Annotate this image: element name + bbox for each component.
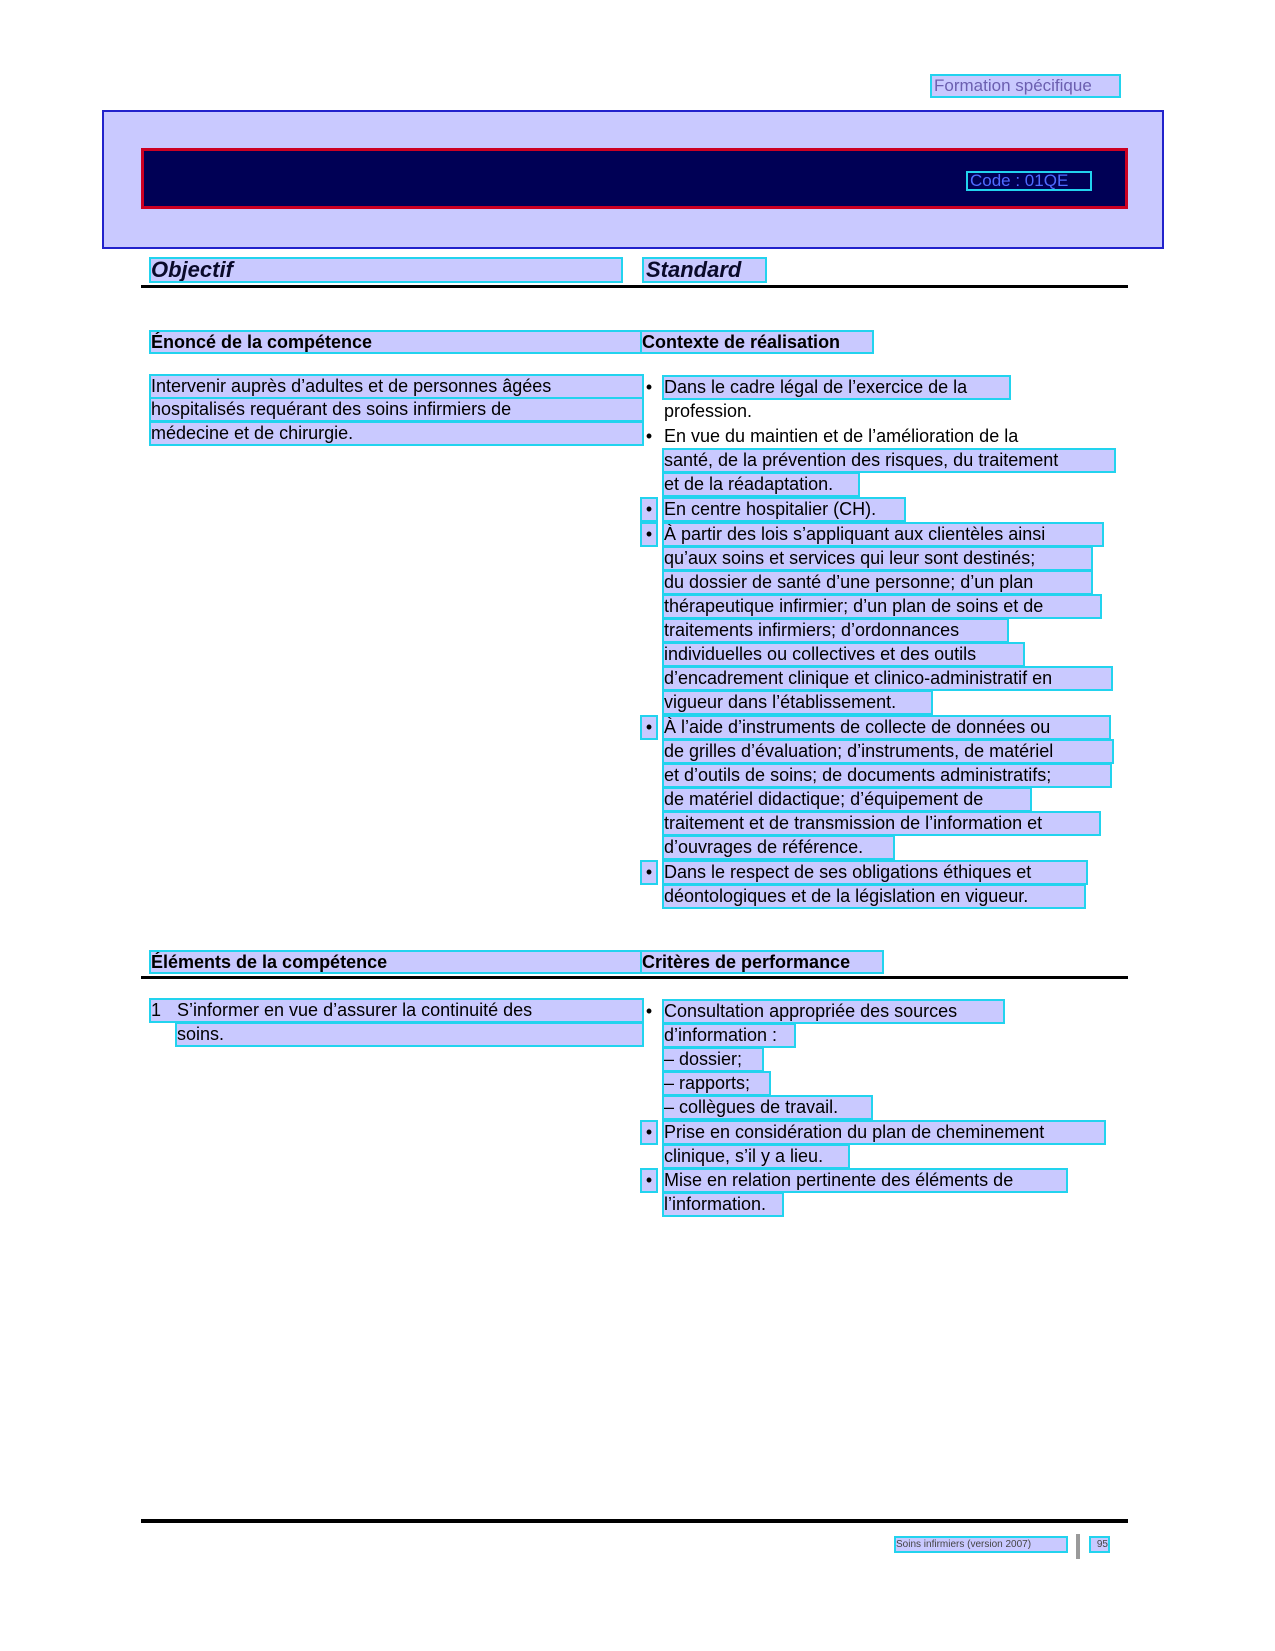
contexte-line: profession. <box>664 401 753 421</box>
element-text: S’informer en vue d’assurer la continuité des <box>177 1000 533 1020</box>
bullet-marker: • <box>645 377 653 397</box>
page-number: 95 <box>1091 1538 1108 1551</box>
element-item <box>151 1000 642 1021</box>
footer-rule <box>141 1519 1128 1523</box>
bullet-marker: • <box>642 499 656 520</box>
elements-heading: Éléments de la compétence <box>151 952 642 972</box>
contexte-line: En centre hospitalier (CH). <box>664 499 904 520</box>
element-line: soins. <box>177 1024 642 1045</box>
standard-heading: Standard <box>644 259 765 281</box>
competency-code: Code : 01QE <box>966 171 1092 191</box>
contexte-line: de grilles d’évaluation; d’instruments, de matériel <box>664 741 1112 762</box>
section-divider <box>141 976 1128 979</box>
section-divider <box>141 285 1128 288</box>
critere-line: Consultation appropriée des sources <box>664 1001 1003 1022</box>
critere-line: d’information : <box>664 1025 794 1046</box>
critere-subitem: – collègues de travail. <box>664 1097 871 1118</box>
contexte-line: du dossier de santé d’une personne; d’un plan <box>664 572 1091 593</box>
contexte-line: santé, de la prévention des risques, du traitement <box>664 450 1114 471</box>
bullet-marker: • <box>642 862 656 883</box>
element-number: 1 <box>151 1000 162 1020</box>
contexte-line: qu’aux soins et services qui leur sont destinés; <box>664 548 1091 569</box>
critere-subitem: – dossier; <box>664 1049 762 1070</box>
bullet-marker: • <box>642 524 656 545</box>
contexte-line: d’ouvrages de référence. <box>664 837 893 858</box>
contexte-line: et de la réadaptation. <box>664 474 858 495</box>
contexte-line: thérapeutique infirmier; d’un plan de soins et de <box>664 596 1100 617</box>
bullet-marker: • <box>642 1122 656 1143</box>
enonce-line: médecine et de chirurgie. <box>151 423 642 444</box>
footer-text: Soins infirmiers (version 2007) <box>896 1538 1066 1551</box>
contexte-line: de matériel didactique; d’équipement de <box>664 789 1030 810</box>
contexte-line: Dans le cadre légal de l’exercice de la <box>664 377 1009 398</box>
critere-subitem: – rapports; <box>664 1073 769 1094</box>
critere-line: Prise en considération du plan de cheminement <box>664 1122 1104 1143</box>
objectif-heading: Objectif <box>151 259 621 281</box>
contexte-line: Dans le respect de ses obligations éthiques et <box>664 862 1086 883</box>
bullet-marker: • <box>645 426 653 446</box>
contexte-line: d’encadrement clinique et clinico-administratif en <box>664 668 1111 689</box>
contexte-line: traitement et de transmission de l’information et <box>664 813 1099 834</box>
critere-line: Mise en relation pertinente des éléments de <box>664 1170 1066 1191</box>
bullet-marker: • <box>642 1170 656 1191</box>
contexte-line: individuelles ou collectives et des outils <box>664 644 1023 665</box>
contexte-line: et d’outils de soins; de documents administratifs; <box>664 765 1110 786</box>
bullet-marker: • <box>642 717 656 738</box>
criteres-heading: Critères de performance <box>642 952 882 972</box>
enonce-line: hospitalisés requérant des soins infirmiers de <box>151 399 642 420</box>
section-label: Formation spécifique <box>932 76 1119 96</box>
contexte-line: déontologiques et de la législation en vigueur. <box>664 886 1084 907</box>
contexte-heading: Contexte de réalisation <box>642 332 872 352</box>
contexte-line: En vue du maintien et de l’amélioration de la <box>664 426 1019 446</box>
contexte-line: À partir des lois s’appliquant aux clientèles ainsi <box>664 524 1102 545</box>
bullet-marker: • <box>645 1001 653 1021</box>
critere-line: clinique, s’il y a lieu. <box>664 1146 848 1167</box>
enonce-heading: Énoncé de la compétence <box>151 332 642 352</box>
contexte-line: vigueur dans l’établissement. <box>664 692 931 713</box>
enonce-line: Intervenir auprès d’adultes et de personnes âgées <box>151 376 642 397</box>
footer-divider <box>1076 1534 1080 1559</box>
contexte-line: À l’aide d’instruments de collecte de données ou <box>664 717 1109 738</box>
critere-line: l’information. <box>664 1194 782 1215</box>
contexte-line: traitements infirmiers; d’ordonnances <box>664 620 1007 641</box>
